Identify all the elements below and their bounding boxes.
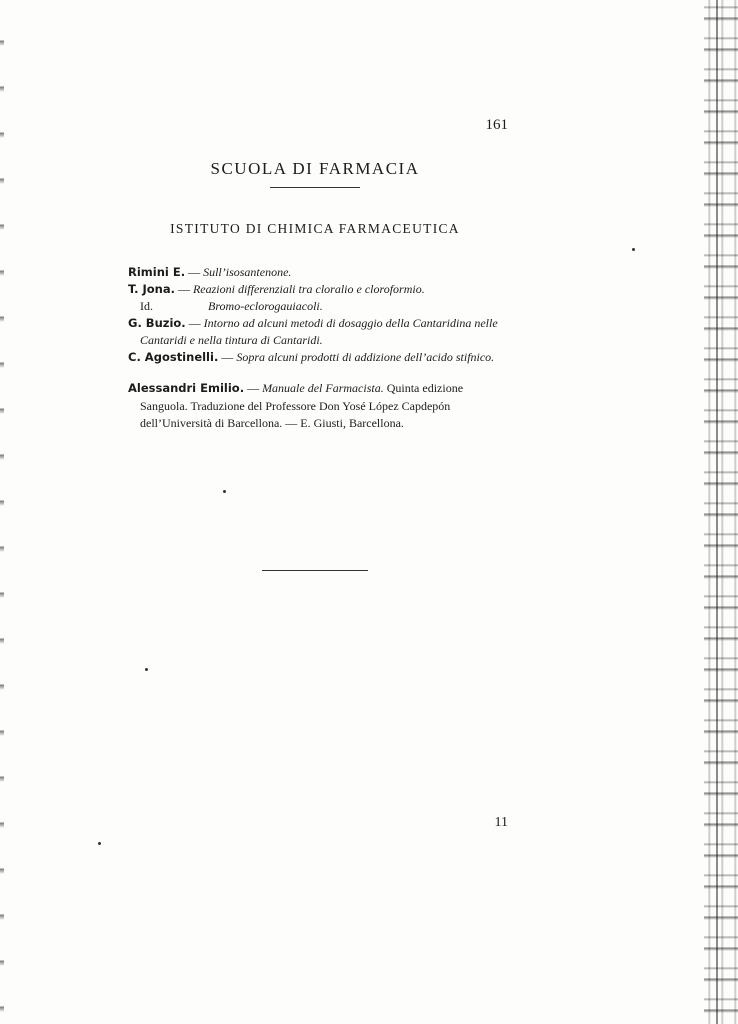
scan-speck xyxy=(632,248,635,251)
scan-speck xyxy=(223,490,226,493)
scan-binding-edge xyxy=(704,0,738,1024)
book-details: Quinta edizione Sanguola. Traduzione del Professore Don Yosé López Capdepón dell’Università di Barcellona. — E. Giusti, Barcellona. xyxy=(140,381,464,430)
publication-entry xyxy=(128,315,508,349)
author-name: Alessandri Emilio. xyxy=(128,381,245,395)
end-rule xyxy=(262,570,368,571)
entry-dash: — xyxy=(185,316,204,330)
publication-entry xyxy=(128,264,508,281)
scan-binding-line xyxy=(716,0,718,1024)
work-title: Intorno ad alcuni metodi di dosaggio della Cantaridina nelle Cantaridi e nella tintura di Cantaridi. xyxy=(140,316,498,347)
book-entry xyxy=(128,380,508,433)
scan-speck xyxy=(145,668,148,671)
institute-title: ISTITUTO DI CHIMICA FARMACEUTICA xyxy=(170,221,460,236)
publication-entry xyxy=(128,349,508,366)
author-name: C. Agostinelli. xyxy=(128,350,219,364)
entry-dash: — xyxy=(174,282,193,296)
scan-speck xyxy=(98,842,101,845)
work-title: Bromo-eclorogauiacoli. xyxy=(208,299,323,313)
entry-dash: — xyxy=(244,381,263,395)
publication-entry xyxy=(140,298,508,315)
signature-mark: 11 xyxy=(494,815,508,830)
publication-list xyxy=(128,264,508,433)
scan-edge-left xyxy=(0,0,4,1024)
section-title: SCUOLA DI FARMACIA xyxy=(210,159,420,178)
entry-dash: — xyxy=(218,350,237,364)
ibid-mark: Id. xyxy=(140,299,153,313)
author-name: T. Jona. xyxy=(128,282,175,296)
author-name: G. Buzio. xyxy=(128,316,186,330)
entry-dash: — xyxy=(185,265,204,279)
publication-entry xyxy=(128,281,508,298)
page-number: 161 xyxy=(485,117,508,133)
book-title: Manuale del Farmacista. xyxy=(262,381,384,395)
work-title: Reazioni differenziali tra cloralio e cloroformio. xyxy=(192,282,425,296)
title-rule xyxy=(270,187,360,188)
work-title: Sull’isosantenone. xyxy=(203,265,292,279)
work-title: Sopra alcuni prodotti di addizione dell’acido stifnico. xyxy=(236,350,495,364)
author-name: Rimini E. xyxy=(128,265,186,279)
